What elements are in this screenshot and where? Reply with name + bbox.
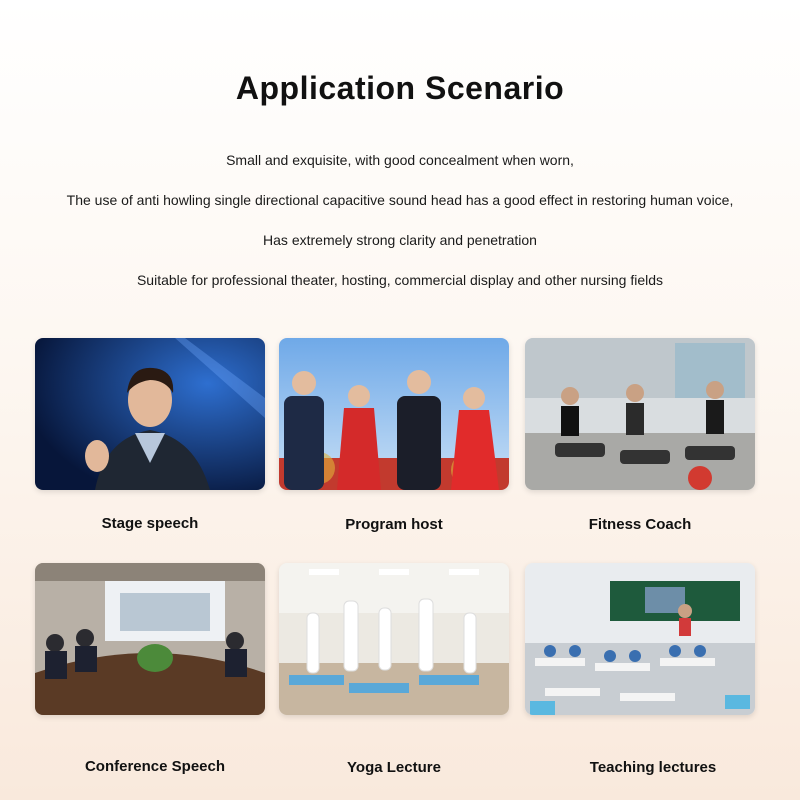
program-host-photo [279,338,509,490]
description-line-3: Has extremely strong clarity and penetration [263,232,537,248]
teaching-lectures-photo [525,563,755,715]
caption-conference-speech: Conference Speech [84,758,226,775]
fitness-coach-photo [525,338,755,490]
caption-yoga-lecture: Yoga Lecture [347,759,441,776]
caption-program-host: Program host [345,516,443,533]
caption-teaching-lectures: Teaching lectures [589,759,717,776]
caption-stage-speech: Stage speech [101,515,199,532]
stage-speech-photo [35,338,265,490]
yoga-lecture-photo [279,563,509,715]
conference-speech-photo [35,563,265,715]
description-line-4: Suitable for professional theater, hosting, commercial display and other nursing fields [136,272,664,288]
description-line-1: Small and exquisite, with good concealment when worn, [226,152,574,168]
page-title: Application Scenario [235,70,565,106]
caption-fitness-coach: Fitness Coach [588,516,692,533]
description-line-2: The use of anti howling single directional capacitive sound head has a good effect in restoring human voice, [66,192,734,208]
